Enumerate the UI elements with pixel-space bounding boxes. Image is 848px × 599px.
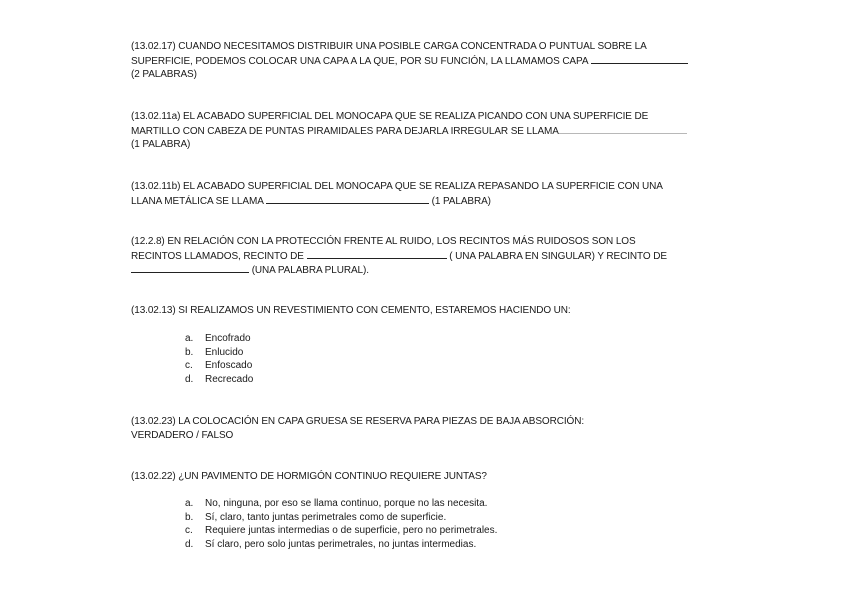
answer-blank [559, 124, 687, 134]
question-text-line: (1 PALABRA) [131, 139, 191, 150]
answer-blank [266, 194, 429, 204]
option-d: d. Recrecado [185, 374, 254, 386]
options-list [185, 497, 497, 552]
question-text-line: (13.02.23) LA COLOCACIÓN EN CAPA GRUESA SE RESERVA PARA PIEZAS DE BAJA ABSORCIÓN: [131, 416, 584, 427]
question-text-line: (UNA PALABRA PLURAL). [251, 265, 369, 276]
answer-blank [131, 263, 249, 273]
question-text-line: (2 PALABRAS) [131, 69, 197, 80]
option-c: c. Requiere juntas intermedias o de superficie, pero no perimetrales. [185, 525, 498, 537]
question-13-02-11a [131, 110, 731, 152]
answer-blank [591, 54, 688, 64]
option-a: a. Encofrado [185, 333, 251, 344]
option-b: b. Enlucido [185, 346, 244, 358]
question-text-line: SUPERFICIE, PODEMOS COLOCAR UNA CAPA A LA QUE, POR SU FUNCIÓN, LA LLAMAMOS CAPA [131, 55, 588, 67]
question-text-line: (1 PALABRA) [431, 195, 491, 207]
question-text-line: MARTILLO CON CABEZA DE PUNTAS PIRAMIDALES PARA DEJARLA IRREGULAR SE LLAMA [131, 125, 559, 137]
question-12-2-8 [131, 235, 731, 278]
option-b: b. Sí, claro, tanto juntas perimetrales como de superficie. [185, 511, 447, 523]
options-list [185, 332, 253, 387]
question-text-line: RECINTOS LLAMADOS, RECINTO DE [131, 250, 304, 262]
option-c: c. Enfoscado [185, 360, 253, 372]
question-13-02-11b [131, 180, 731, 208]
option-a: a. No, ninguna, por eso se llama continuo, porque no las necesita. [185, 498, 488, 509]
question-text-line: (12.2.8) EN RELACIÓN CON LA PROTECCIÓN FRENTE AL RUIDO, LOS RECINTOS MÁS RUIDOSOS SON LOS [131, 236, 636, 247]
question-13-02-17 [131, 40, 731, 82]
answer-blank [307, 249, 447, 259]
question-text-line: LLANA METÁLICA SE LLAMA [131, 195, 264, 207]
question-text-line: (13.02.11a) EL ACABADO SUPERFICIAL DEL MONOCAPA QUE SE REALIZA PICANDO CON UNA SUPERFICIE DE [131, 111, 649, 122]
question-13-02-23 [131, 415, 731, 442]
question-text-line: (13.02.11b) EL ACABADO SUPERFICIAL DEL MONOCAPA QUE SE REALIZA REPASANDO LA SUPERFICIE CON UNA [131, 181, 663, 192]
question-text-line: VERDADERO / FALSO [131, 429, 234, 441]
question-13-02-22 [131, 470, 731, 484]
option-d: d. Sí claro, pero solo juntas perimetrales, no juntas intermedias. [185, 539, 477, 551]
question-13-02-13 [131, 304, 731, 318]
question-text-line: (13.02.13) SI REALIZAMOS UN REVESTIMIENTO CON CEMENTO, ESTAREMOS HACIENDO UN: [131, 305, 571, 316]
question-text-line: (13.02.22) ¿UN PAVIMENTO DE HORMIGÓN CONTINUO REQUIERE JUNTAS? [131, 471, 487, 482]
question-text-line: ( UNA PALABRA EN SINGULAR) Y RECINTO DE [449, 250, 667, 262]
question-text-line: (13.02.17) CUANDO NECESITAMOS DISTRIBUIR UNA POSIBLE CARGA CONCENTRADA O PUNTUAL SOBRE LA [131, 41, 647, 52]
